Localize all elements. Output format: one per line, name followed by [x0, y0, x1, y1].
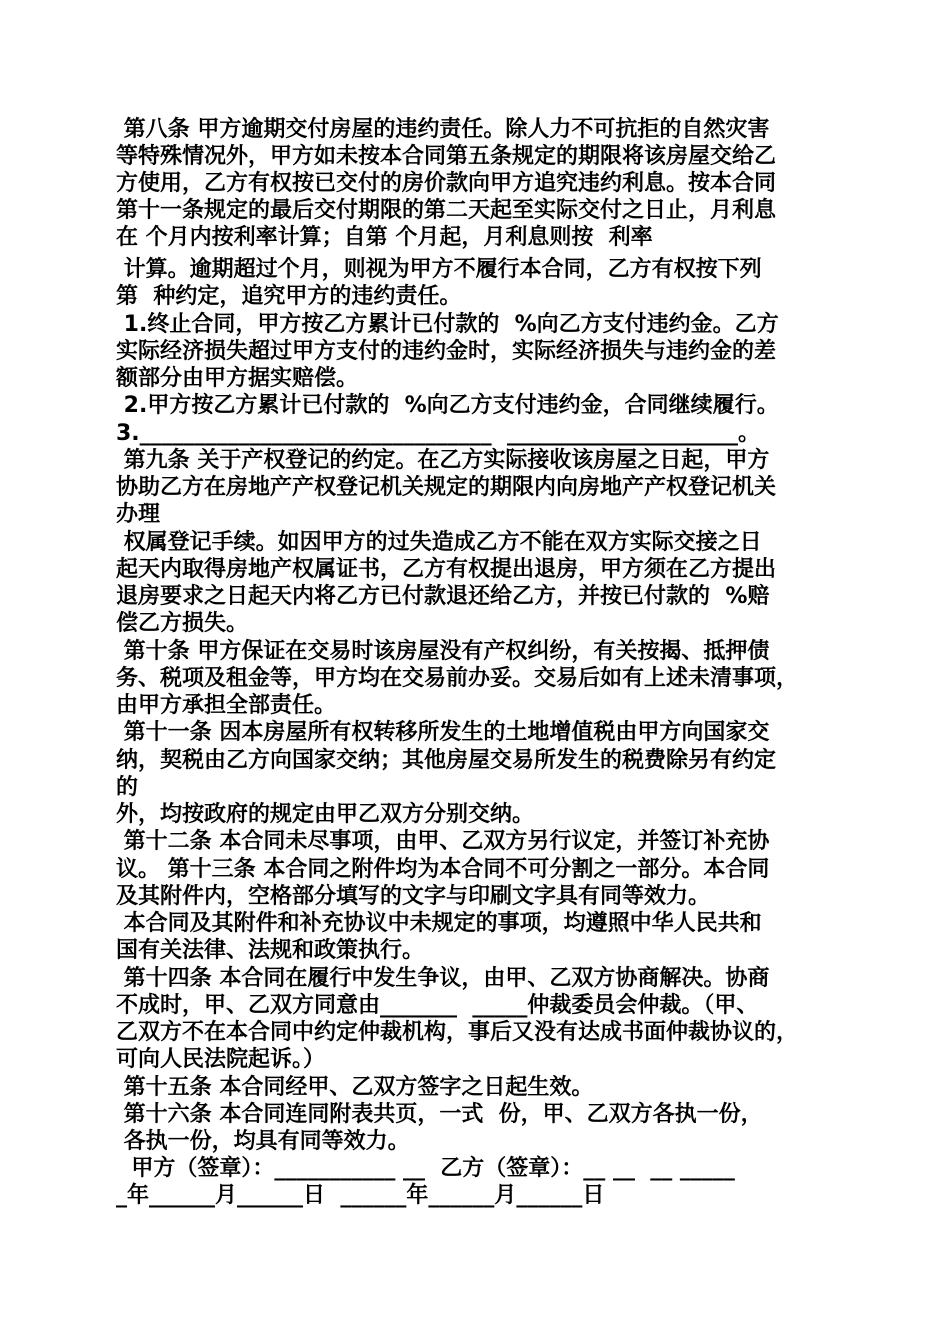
text-line: 纳，契税由乙方向国家交纳；其他房屋交易所发生的税费除另有约定	[116, 748, 777, 773]
text-line: 2.甲方按乙方累计已付款的 %向乙方支付违约金，合同继续履行。	[116, 393, 779, 418]
text-line: 第十一条 因本房屋所有权转移所发生的土地增值税由甲方向国家交	[116, 720, 770, 745]
text-line: 第十一条规定的最后交付期限的第二天起至实际交付之日止，月利息	[116, 198, 777, 223]
text-line: 各执一份，均具有同等效力。	[116, 1129, 410, 1154]
text-line: 协助乙方在房地产产权登记机关规定的期限内向房地产产权登记机关	[116, 475, 777, 500]
text-line: 权属登记手续。如因甲方的过失造成乙方不能在双方实际交接之日	[116, 530, 762, 555]
text-line: 第十二条 本合同未尽事项，由甲、乙双方另行议定，并签订补充协	[116, 829, 770, 854]
text-line: 本合同及其附件和补充协议中未规定的事项，均遵照中华人民共和	[116, 911, 762, 936]
text-line: 第九条 关于产权登记的约定。在乙方实际接收该房屋之日起，甲方	[116, 448, 770, 473]
text-line: 外，均按政府的规定由甲乙双方分别交纳。	[116, 802, 535, 827]
text-line: 乙双方不在本合同中约定仲裁机构，事后又没有达成书面仲裁协议的，	[116, 1020, 799, 1045]
text-line: 第十条 甲方保证在交易时该房屋没有产权纠纷，有关按揭、抵押债	[116, 639, 770, 664]
text-line: 务、税项及租金等，甲方均在交易前办妥。交易后如有上述未清事项，	[116, 666, 799, 691]
text-line: 第 种约定，追究甲方的违约责任。	[116, 284, 462, 309]
text-line: 偿乙方损失。	[116, 611, 249, 636]
text-line: 的	[116, 775, 139, 800]
signature-line: 甲方（签章）：___________ __ 乙方（签章）：__ __ __ _____	[116, 1156, 735, 1181]
text-line: 由甲方承担全部责任。	[116, 693, 337, 718]
text-line: 等特殊情况外，甲方如未按本合同第五条规定的期限将该房屋交给乙	[116, 144, 777, 169]
text-line: 议。 第十三条 本合同之附件均为本合同不可分割之一部分。本合同	[116, 857, 770, 882]
text-line: 额部分由甲方据实赔偿。	[116, 366, 359, 391]
text-line: 及其附件内，空格部分填写的文字与印刷文字具有同等效力。	[116, 884, 711, 909]
text-line: 退房要求之日起天内将乙方已付款退还给乙方，并按已付款的 %赔	[116, 584, 770, 609]
text-line: 国有关法律、法规和政策执行。	[116, 938, 425, 963]
text-line: 计算。逾期超过个月，则视为甲方不履行本合同，乙方有权按下列	[116, 257, 762, 282]
text-line: 起天内取得房地产权属证书，乙方有权提出退房，甲方须在乙方提出	[116, 557, 777, 582]
text-line: 1.终止合同，甲方按乙方累计已付款的 %向乙方支付违约金。乙方	[116, 312, 779, 337]
text-line: 第十四条 本合同在履行中发生争议，由甲、乙双方协商解决。协商	[116, 966, 770, 991]
text-line: 第八条 甲方逾期交付房屋的违约责任。除人力不可抗拒的自然灾害	[116, 117, 770, 142]
text-line: 方使用，乙方有权按已交付的房价款向甲方追究违约利息。按本合同	[116, 171, 777, 196]
text-line: 第十六条 本合同连同附表共页，一式 份，甲、乙双方各执一份，	[116, 1102, 763, 1127]
date-line: _年______月______日 ______年______月______日	[116, 1183, 605, 1208]
text-line: 在 个月内按利率计算；自第 个月起，月利息则按 利率	[116, 225, 653, 250]
text-line: 实际经济损失超过甲方支付的违约金时，实际经济损失与违约金的差	[116, 339, 777, 364]
text-line: 不成时，甲、乙双方同意由_______ _____仲裁委员会仲裁。（甲、	[116, 993, 759, 1018]
text-line: 第十五条 本合同经甲、乙双方签字之日起生效。	[116, 1075, 594, 1100]
text-line: 3.________________________________ _____________________。	[116, 421, 760, 446]
text-line: 可向人民法院起诉。）	[116, 1047, 326, 1072]
text-line: 办理	[116, 502, 161, 527]
